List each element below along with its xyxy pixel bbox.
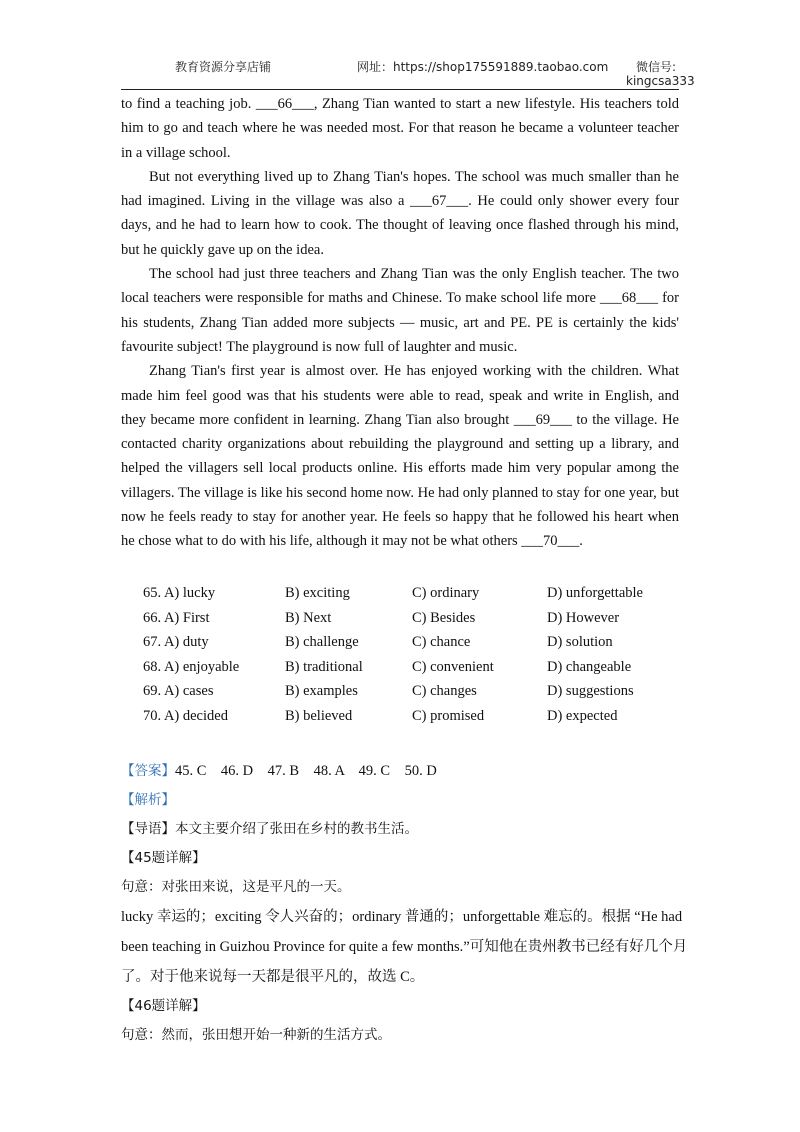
option-69-d: D) suggestions [547, 683, 634, 700]
answer-values: 45. C 46. D 47. B 48. A 49. C 50. D [175, 763, 437, 779]
option-row-70 [143, 704, 683, 729]
analysis-line [121, 786, 681, 815]
option-70-b: B) believed [285, 707, 353, 724]
answer-label: 【答案】 [121, 763, 175, 779]
intro-line: 【导语】本文主要介绍了张田在乡村的教书生活。 [121, 821, 418, 837]
option-70-d: D) expected [547, 707, 618, 724]
passage-paragraph-4: Zhang Tian's first year is almost over. He has enjoyed working with the children. What made him feel good was that his students were able to read, speak and write in English, and they became more confident in learning. Zhang Tian also brought ___69___ to the village. He contacted charity organizations about rebuilding the playground and setting up a library, and helped the villagers sell local products online. His efforts made him very popular among the villagers. The village is like his second home now. He had only planned to stay for one year, but now he feels ready to stay for another year. He feels so happy that he followed his heart when he chose what to do with his life, although it may not be what others ___70___. [121, 363, 679, 550]
header-divider [121, 89, 679, 90]
option-70-c: C) promised [412, 707, 485, 724]
option-70-a: 70. A) decided [143, 707, 228, 724]
option-67-b: B) challenge [285, 634, 359, 651]
header-wechat-id: kingcsa333 [626, 74, 695, 88]
option-65-d: D) unforgettable [547, 585, 643, 601]
passage-paragraph-3: The school had just three teachers and Zhang Tian was the only English teacher. The two local teachers were responsible for maths and Chinese. To make school life more ___68___ for his students, Zhang Tian added more subjects — music, art and PE. PE is certainly the kids' favourite subject! The playground is now full of laughter and music. [121, 266, 679, 355]
option-65-c: C) ordinary [412, 585, 480, 601]
option-66-b: B) Next [285, 609, 332, 626]
option-65-b: B) exciting [285, 585, 350, 601]
q45-explanation-2: been teaching in Guizhou Province for quite a few months.”可知他在贵州教书已经有好几个月 [121, 939, 688, 955]
option-68-d: D) changeable [547, 658, 632, 675]
option-69-a: 69. A) cases [143, 683, 214, 700]
q46-heading: 【46题详解】 [121, 998, 206, 1014]
option-67-c: C) chance [412, 634, 471, 651]
option-68-b: B) traditional [285, 658, 363, 675]
q45-explanation-3: 了。对于他来说每一天都是很平凡的，故选 C。 [121, 969, 425, 985]
passage-paragraph-2: But not everything lived up to Zhang Tian's hopes. The school was much smaller than he had imagined. Living in the village was also a ___67___. He could only shower every four days, and he had to learn how to cook. The thought of leaving once flashed through his mind, but he quickly gave up on the idea. [121, 168, 679, 258]
option-row-67 [143, 630, 683, 655]
option-row-69 [143, 679, 683, 704]
option-66-d: D) However [547, 609, 620, 626]
header-wechat-label: 微信号: [636, 60, 677, 74]
option-row-65 [143, 581, 683, 606]
option-68-c: C) convenient [412, 658, 494, 675]
passage-paragraph-1: to find a teaching job. ___66___, Zhang Tian wanted to start a new lifestyle. His teachers told him to go and teach where he was needed most. For that reason he became a volunteer teacher in a village school. [121, 96, 679, 161]
passage [121, 92, 679, 554]
option-66-a: 66. A) First [143, 609, 210, 626]
answer-line [121, 757, 681, 786]
option-67-a: 67. A) duty [143, 634, 209, 651]
answer-section [121, 757, 688, 1050]
q45-explanation-1: lucky 幸运的；exciting 令人兴奋的；ordinary 普通的；unforgettable 难忘的。根据 “He had [121, 909, 683, 925]
header-url: 网址：https://shop175591889.taobao.com [357, 60, 609, 74]
option-69-b: B) examples [285, 683, 358, 700]
answer-options [143, 581, 683, 729]
analysis-label: 【解析】 [121, 792, 175, 808]
option-66-c: C) Besides [412, 609, 476, 626]
option-69-c: C) changes [412, 683, 477, 700]
option-67-d: D) solution [547, 634, 613, 651]
q45-sentence: 句意：对张田来说，这是平凡的一天。 [121, 879, 351, 895]
header-shop-name: 教育资源分享店铺 [175, 60, 272, 74]
q46-sentence: 句意：然而，张田想开始一种新的生活方式。 [121, 1027, 391, 1043]
option-65-a: 65. A) lucky [143, 585, 216, 601]
option-row-66 [143, 606, 683, 631]
q45-heading: 【45题详解】 [121, 850, 206, 866]
option-row-68 [143, 655, 683, 680]
page-header [0, 0, 800, 92]
option-68-a: 68. A) enjoyable [143, 658, 240, 675]
